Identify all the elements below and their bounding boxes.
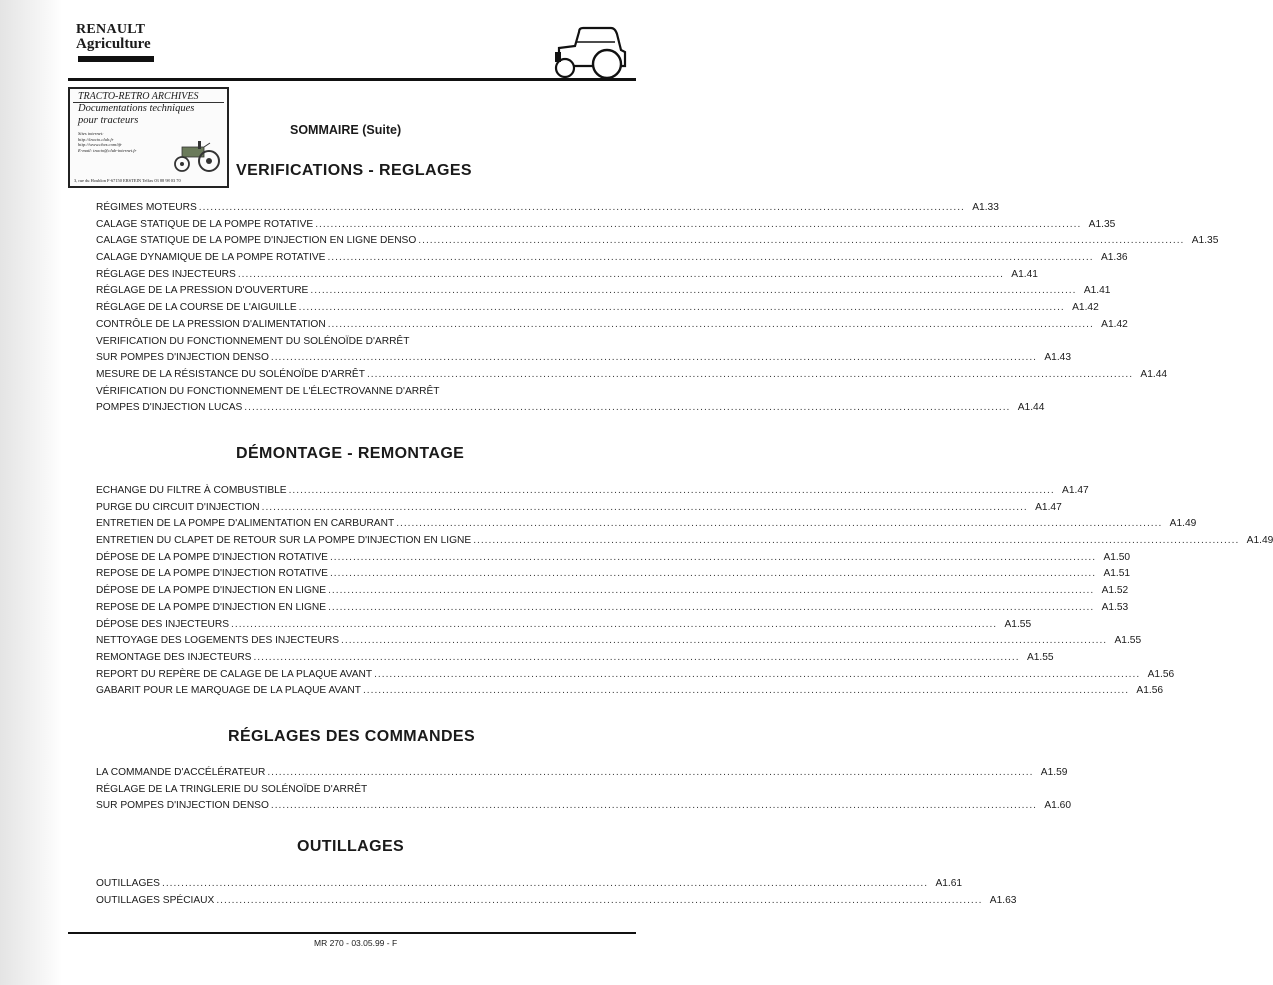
toc-entry-page: A1.42 bbox=[1101, 318, 1128, 330]
toc-leader-dots: ........................................................................................................................................................................................................ bbox=[328, 601, 1095, 613]
toc-entry bbox=[96, 533, 1273, 550]
vintage-tractor-icon bbox=[168, 139, 224, 173]
toc-entry-label: SUR POMPES D'INJECTION DENSO bbox=[96, 352, 269, 364]
page-subtitle: SOMMAIRE (Suite) bbox=[290, 123, 402, 137]
toc-leader-dots: ........................................................................................................................................................................................................ bbox=[288, 485, 1055, 496]
toc-entry bbox=[96, 334, 616, 351]
toc-entry bbox=[96, 384, 616, 401]
section-title: VERIFICATIONS - REGLAGES bbox=[236, 162, 472, 179]
toc-entry-page: A1.63 bbox=[989, 894, 1017, 906]
toc-entry bbox=[96, 893, 1017, 910]
toc-leader-dots: ........................................................................................................................................................................................................ bbox=[216, 894, 983, 906]
toc-entry bbox=[96, 233, 1219, 250]
toc-entry bbox=[96, 516, 1197, 533]
toc-entry-label: RÉGLAGE DE LA TRINGLERIE DU SOLÉNOÏDE D'ARRÊT bbox=[96, 783, 368, 795]
toc-leader-dots: ........................................................................................................................................................................................................ bbox=[244, 402, 1011, 414]
page-edge-shadow bbox=[0, 0, 62, 985]
header-rule bbox=[68, 78, 636, 81]
toc-entry bbox=[96, 633, 1142, 650]
toc-entry-page: A1.42 bbox=[1072, 302, 1099, 314]
toc-entry-label: SUR POMPES D'INJECTION DENSO bbox=[96, 800, 269, 812]
toc-leader-dots: ........................................................................................................................................................................................................ bbox=[327, 318, 1094, 330]
toc-entry-label: GABARIT POUR LE MARQUAGE DE LA PLAQUE AVANT bbox=[96, 685, 361, 697]
toc-entry-page: A1.52 bbox=[1101, 585, 1129, 597]
brand-bar bbox=[78, 56, 154, 62]
toc-entry bbox=[96, 667, 1175, 684]
toc-entry bbox=[96, 400, 1045, 417]
toc-leader-dots: ........................................................................................................................................................................................................ bbox=[270, 800, 1037, 812]
toc-entry-page: A1.59 bbox=[1040, 767, 1068, 778]
toc-entry bbox=[96, 600, 1129, 617]
toc-list bbox=[96, 200, 1219, 417]
toc-leader-dots: ........................................................................................................................................................................................................ bbox=[374, 668, 1141, 680]
toc-entry bbox=[96, 250, 1128, 267]
toc-leader-dots: ........................................................................................................................................................................................................ bbox=[473, 535, 1240, 547]
toc-entry bbox=[96, 300, 1099, 317]
toc-entry-label: RÉGIMES MOTEURS bbox=[96, 202, 197, 213]
footer-reference: MR 270 - 03.05.99 - F bbox=[314, 938, 398, 948]
toc-leader-dots: ........................................................................................................................................................................................................ bbox=[231, 618, 998, 630]
toc-list bbox=[96, 876, 1017, 909]
toc-entry bbox=[96, 650, 1054, 667]
toc-entry bbox=[96, 550, 1131, 567]
toc-leader-dots: ........................................................................................................................................................................................................ bbox=[341, 635, 1108, 647]
brand-name: RENAULT bbox=[76, 22, 146, 37]
section-title: RÉGLAGES DES COMMANDES bbox=[228, 728, 476, 745]
toc-leader-dots: ........................................................................................................................................................................................................ bbox=[298, 302, 1065, 314]
toc-leader-dots: ........................................................................................................................................................................................................ bbox=[198, 202, 965, 213]
toc-entry bbox=[96, 200, 999, 217]
toc-entry-label: CALAGE STATIQUE DE LA POMPE ROTATIVE bbox=[96, 218, 314, 230]
toc-entry bbox=[96, 217, 1116, 234]
toc-entry-label: ENTRETIEN DU CLAPET DE RETOUR SUR LA POMPE D'INJECTION EN LIGNE bbox=[96, 535, 472, 547]
toc-entry bbox=[96, 617, 1032, 634]
toc-leader-dots: ........................................................................................................................................................................................................ bbox=[161, 878, 929, 889]
toc-leader-dots: ........................................................................................................................................................................................................ bbox=[310, 285, 1077, 297]
stamp-line-1: Documentations techniques bbox=[78, 103, 195, 114]
toc-entry-page: A1.53 bbox=[1101, 601, 1129, 613]
toc-leader-dots: ........................................................................................................................................................................................................ bbox=[261, 501, 1028, 513]
toc-entry-page: A1.50 bbox=[1103, 551, 1131, 563]
toc-entry-label: CALAGE DYNAMIQUE DE LA POMPE ROTATIVE bbox=[96, 252, 326, 264]
toc-entry-label: REPORT DU REPÈRE DE CALAGE DE LA PLAQUE AVANT bbox=[96, 668, 373, 680]
toc-leader-dots: ........................................................................................................................................................................................................ bbox=[362, 685, 1130, 697]
toc-entry bbox=[96, 765, 1068, 782]
toc-entry-page: A1.60 bbox=[1044, 800, 1071, 812]
toc-entry-label: REPOSE DE LA POMPE D'INJECTION EN LIGNE bbox=[96, 601, 327, 613]
toc-leader-dots: ........................................................................................................................................................................................................ bbox=[253, 651, 1020, 663]
toc-entry-page: A1.35 bbox=[1191, 235, 1219, 247]
toc-entry-page: A1.36 bbox=[1100, 252, 1128, 264]
toc-entry bbox=[96, 483, 1089, 500]
toc-entry-page: A1.61 bbox=[935, 878, 963, 889]
stamp-sites-label: Sites internet: bbox=[78, 131, 104, 136]
toc-entry-label: DÉPOSE DE LA POMPE D'INJECTION EN LIGNE bbox=[96, 585, 327, 597]
section-title: DÉMONTAGE - REMONTAGE bbox=[236, 445, 465, 462]
toc-entry-page: A1.35 bbox=[1088, 218, 1116, 230]
toc-leader-dots: ........................................................................................................................................................................................................ bbox=[329, 551, 1097, 563]
toc-entry bbox=[96, 683, 1164, 700]
toc-leader-dots: ........................................................................................................................................................................................................ bbox=[396, 518, 1163, 530]
brand-logo bbox=[76, 22, 154, 62]
archive-stamp bbox=[68, 87, 229, 188]
toc-leader-dots: ........................................................................................................................................................................................................ bbox=[366, 368, 1134, 380]
toc-entry bbox=[96, 583, 1129, 600]
toc-entry-label: PURGE DU CIRCUIT D'INJECTION bbox=[96, 501, 260, 513]
toc-leader-dots: ........................................................................................................................................................................................................ bbox=[328, 585, 1095, 597]
toc-entry-label: DÉPOSE DE LA POMPE D'INJECTION ROTATIVE bbox=[96, 551, 328, 563]
toc-entry-label: DÉPOSE DES INJECTEURS bbox=[96, 618, 230, 630]
toc-entry-label: REPOSE DE LA POMPE D'INJECTION ROTATIVE bbox=[96, 568, 328, 580]
toc-entry bbox=[96, 876, 963, 893]
toc-entry-page: A1.41 bbox=[1011, 268, 1038, 280]
toc-entry-label: RÉGLAGE DE LA COURSE DE L'AIGUILLE bbox=[96, 302, 297, 314]
tractor-outline-icon bbox=[545, 22, 631, 80]
toc-entry-page: A1.51 bbox=[1103, 568, 1131, 580]
toc-entry bbox=[96, 317, 1128, 334]
toc-list bbox=[96, 765, 1071, 815]
toc-entry-page: A1.44 bbox=[1017, 402, 1045, 414]
toc-entry-page: A1.55 bbox=[1114, 635, 1142, 647]
toc-entry-label: ECHANGE DU FILTRE À COMBUSTIBLE bbox=[96, 485, 287, 496]
toc-entry-label: LA COMMANDE D'ACCÉLÉRATEUR bbox=[96, 767, 266, 778]
toc-entry bbox=[96, 267, 1038, 284]
toc-leader-dots: ........................................................................................................................................................................................................ bbox=[270, 352, 1037, 364]
section-title: OUTILLAGES bbox=[297, 838, 405, 855]
toc-entry-page: A1.55 bbox=[1026, 651, 1054, 663]
toc-entry-page: A1.47 bbox=[1062, 485, 1089, 496]
brand-subtitle: Agriculture bbox=[76, 36, 151, 52]
toc-entry-page: A1.41 bbox=[1083, 285, 1111, 297]
toc-entry bbox=[96, 283, 1111, 300]
stamp-email: E-mail: tracto@club-internet.fr bbox=[78, 147, 137, 153]
toc-leader-dots: ........................................................................................................................................................................................................ bbox=[237, 268, 1004, 280]
toc-leader-dots: ........................................................................................................................................................................................................ bbox=[267, 767, 1034, 778]
toc-entry-page: A1.56 bbox=[1136, 685, 1164, 697]
toc-entry-label: POMPES D'INJECTION LUCAS bbox=[96, 402, 243, 414]
toc-entry-label: OUTILLAGES bbox=[96, 878, 160, 889]
toc-entry-label: MESURE DE LA RÉSISTANCE DU SOLÉNOÏDE D'ARRÊT bbox=[96, 368, 365, 380]
stamp-address: 3, rue du Houblon F-67150 ERSTEIN Telfax 03 88 98 03 70 bbox=[74, 178, 181, 183]
toc-entry-page: A1.43 bbox=[1044, 352, 1071, 364]
toc-entry-label: RÉGLAGE DE LA PRESSION D'OUVERTURE bbox=[96, 285, 309, 297]
toc-leader-dots: ........................................................................................................................................................................................................ bbox=[327, 252, 1094, 264]
toc-entry-page: A1.33 bbox=[972, 202, 999, 213]
footer-rule bbox=[68, 932, 636, 934]
toc-entry bbox=[96, 782, 616, 799]
toc-entry-page: A1.47 bbox=[1035, 501, 1062, 513]
toc-entry-label: REMONTAGE DES INJECTEURS bbox=[96, 651, 252, 663]
toc-entry-label: CONTRÔLE DE LA PRESSION D'ALIMENTATION bbox=[96, 318, 326, 330]
toc-entry bbox=[96, 500, 1062, 517]
stamp-title: TRACTO-RETRO ARCHIVES bbox=[73, 89, 224, 103]
toc-entry bbox=[96, 798, 1071, 815]
toc-entry-page: A1.44 bbox=[1140, 368, 1168, 380]
toc-list bbox=[96, 483, 1273, 700]
toc-entry-label: VERIFICATION DU FONCTIONNEMENT DU SOLÉNOÏDE D'ARRÊT bbox=[96, 335, 410, 347]
stamp-site-2: http://www.chez.com/tfr bbox=[78, 142, 122, 148]
toc-leader-dots: ........................................................................................................................................................................................................ bbox=[315, 218, 1082, 230]
stamp-line-2: pour tracteurs bbox=[78, 115, 139, 126]
toc-leader-dots: ........................................................................................................................................................................................................ bbox=[329, 568, 1097, 580]
toc-entry bbox=[96, 566, 1131, 583]
toc-entry bbox=[96, 350, 1071, 367]
toc-entry bbox=[96, 367, 1168, 384]
stamp-site-1: http://tracto.club.fr bbox=[78, 136, 114, 142]
toc-entry-label: RÉGLAGE DES INJECTEURS bbox=[96, 268, 236, 280]
toc-entry-label: OUTILLAGES SPÉCIAUX bbox=[96, 894, 215, 906]
toc-entry-label: NETTOYAGE DES LOGEMENTS DES INJECTEURS bbox=[96, 635, 340, 647]
toc-entry-page: A1.56 bbox=[1147, 668, 1175, 680]
toc-entry-label: ENTRETIEN DE LA POMPE D'ALIMENTATION EN CARBURANT bbox=[96, 518, 395, 530]
toc-entry-label: CALAGE STATIQUE DE LA POMPE D'INJECTION EN LIGNE DENSO bbox=[96, 235, 417, 247]
toc-entry-page: A1.49 bbox=[1246, 535, 1273, 547]
toc-leader-dots: ........................................................................................................................................................................................................ bbox=[418, 235, 1185, 247]
toc-entry-page: A1.49 bbox=[1169, 518, 1197, 530]
toc-entry-label: VÉRIFICATION DU FONCTIONNEMENT DE L'ÉLECTROVANNE D'ARRÊT bbox=[96, 385, 440, 397]
toc-entry-page: A1.55 bbox=[1004, 618, 1032, 630]
